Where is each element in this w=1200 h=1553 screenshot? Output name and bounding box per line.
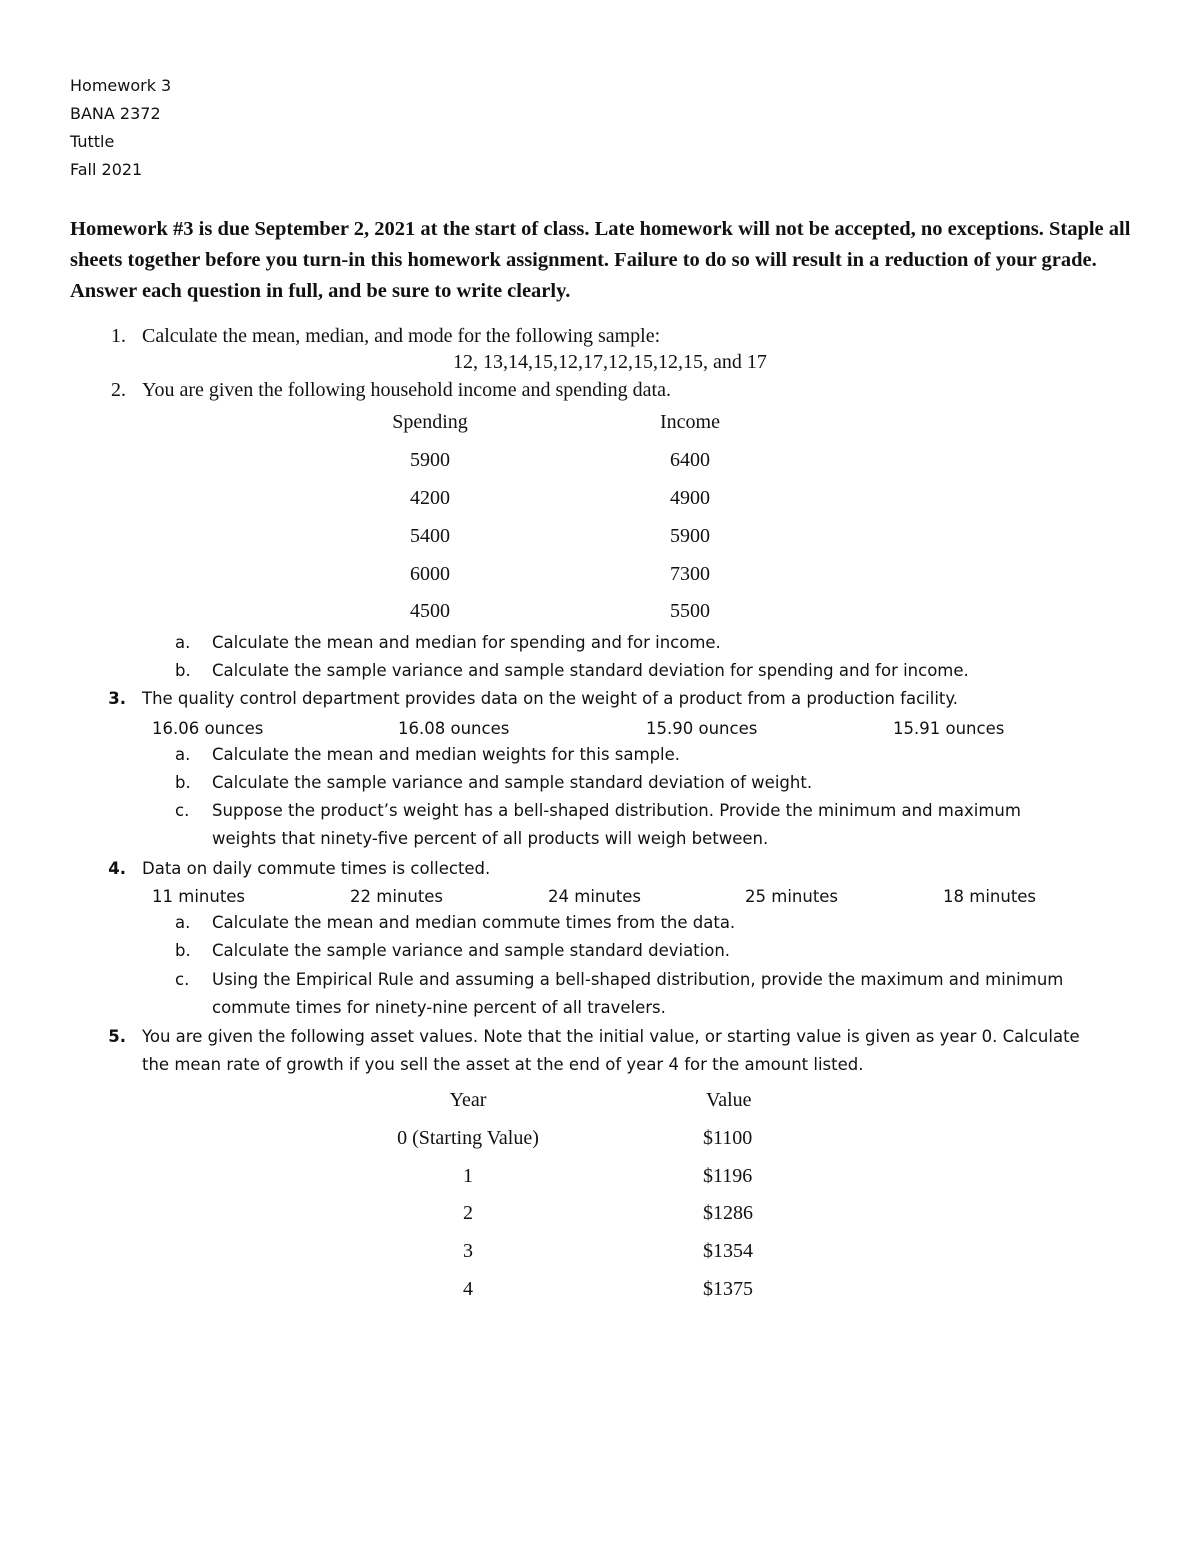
question-4c-label: c. — [175, 970, 190, 989]
question-3a-text: Calculate the mean and median weights for this sample. — [212, 745, 681, 764]
question-4c-text-line1: Using the Empirical Rule and assuming a bell-shaped distribution, provide the maximum and minimum — [212, 970, 1064, 989]
question-3c-text-line1: Suppose the product’s weight has a bell-shaped distribution. Provide the minimum and maximum — [212, 801, 1021, 820]
question-3b-label: b. — [175, 773, 191, 792]
table-cell: 5400 — [410, 525, 450, 547]
question-4a-label: a. — [175, 913, 191, 932]
table-cell: 5900 — [410, 449, 450, 471]
question-5-number: 5. — [108, 1027, 126, 1046]
question-2a-text: Calculate the mean and median for spending and for income. — [212, 633, 721, 652]
table-cell: 5900 — [670, 525, 710, 547]
table-cell: $1375 — [703, 1278, 753, 1300]
weight-value: 15.90 ounces — [646, 719, 758, 738]
question-2b-text: Calculate the sample variance and sample standard deviation for spending and for income. — [212, 661, 969, 680]
question-2b-label: b. — [175, 661, 191, 680]
table-cell: $1286 — [703, 1202, 753, 1224]
header-course: BANA 2372 — [70, 104, 161, 123]
question-3c-text-line2: weights that ninety-five percent of all products will weigh between. — [212, 829, 769, 848]
commute-value: 24 minutes — [548, 887, 642, 906]
question-4-text: Data on daily commute times is collected. — [142, 859, 491, 878]
value-column-header: Value — [706, 1089, 752, 1111]
header-term: Fall 2021 — [70, 160, 143, 179]
table-cell: 4500 — [410, 600, 450, 622]
commute-value: 25 minutes — [745, 887, 839, 906]
question-3a-label: a. — [175, 745, 191, 764]
due-date-notice: Homework #3 is due September 2, 2021 at the start of class. Late homework will not be accepted, no exceptions. Staple all sheets together before you turn-in this homework assignment. Failure to do so will result in a reduction of your grade. Answer each question in full, and be sure to write clearly. — [70, 218, 1131, 302]
table-cell: 5500 — [670, 600, 710, 622]
table-cell: $1100 — [703, 1127, 753, 1149]
question-4b-label: b. — [175, 941, 191, 960]
table-cell: $1196 — [703, 1165, 753, 1187]
table-cell: 6400 — [670, 449, 710, 471]
question-5-text-line2: the mean rate of growth if you sell the asset at the end of year 4 for the amount listed. — [142, 1055, 864, 1074]
question-3b-text: Calculate the sample variance and sample standard deviation of weight. — [212, 773, 813, 792]
table-cell: $1354 — [703, 1240, 753, 1262]
question-3-text: The quality control department provides data on the weight of a product from a production facility. — [142, 689, 959, 708]
commute-value: 11 minutes — [152, 887, 246, 906]
question-1-text: Calculate the mean, median, and mode for the following sample: — [142, 325, 661, 347]
question-4b-text: Calculate the sample variance and sample standard deviation. — [212, 941, 731, 960]
weight-value: 15.91 ounces — [893, 719, 1005, 738]
question-4c-text-line2: commute times for ninety-nine percent of all travelers. — [212, 998, 666, 1017]
question-1-sample: 12, 13,14,15,12,17,12,15,12,15, and 17 — [453, 351, 767, 373]
header-title: Homework 3 — [70, 76, 172, 95]
question-4-number: 4. — [108, 859, 126, 878]
question-3c-label: c. — [175, 801, 190, 820]
table-cell: 0 (Starting Value) — [397, 1127, 539, 1149]
question-5-text-line1: You are given the following asset values. Note that the initial value, or starting value is given as year 0. Calculate — [142, 1027, 1080, 1046]
year-column-header: Year — [449, 1089, 487, 1111]
question-2a-label: a. — [175, 633, 191, 652]
question-2-number: 2. — [111, 379, 126, 401]
commute-value: 22 minutes — [350, 887, 444, 906]
header-instructor: Tuttle — [70, 132, 115, 151]
table-cell: 4200 — [410, 487, 450, 509]
table-cell: 6000 — [410, 563, 450, 585]
table-cell: 3 — [463, 1240, 473, 1262]
spending-column-header: Spending — [392, 411, 468, 433]
weight-value: 16.08 ounces — [398, 719, 510, 738]
table-cell: 4 — [463, 1278, 473, 1300]
question-4a-text: Calculate the mean and median commute times from the data. — [212, 913, 736, 932]
table-cell: 4900 — [670, 487, 710, 509]
question-2-text: You are given the following household income and spending data. — [142, 379, 671, 401]
table-cell: 1 — [463, 1165, 473, 1187]
question-3-number: 3. — [108, 689, 126, 708]
income-column-header: Income — [660, 411, 720, 433]
weight-value: 16.06 ounces — [152, 719, 264, 738]
table-cell: 7300 — [670, 563, 710, 585]
commute-value: 18 minutes — [943, 887, 1037, 906]
question-1-number: 1. — [111, 325, 126, 347]
table-cell: 2 — [463, 1202, 473, 1224]
